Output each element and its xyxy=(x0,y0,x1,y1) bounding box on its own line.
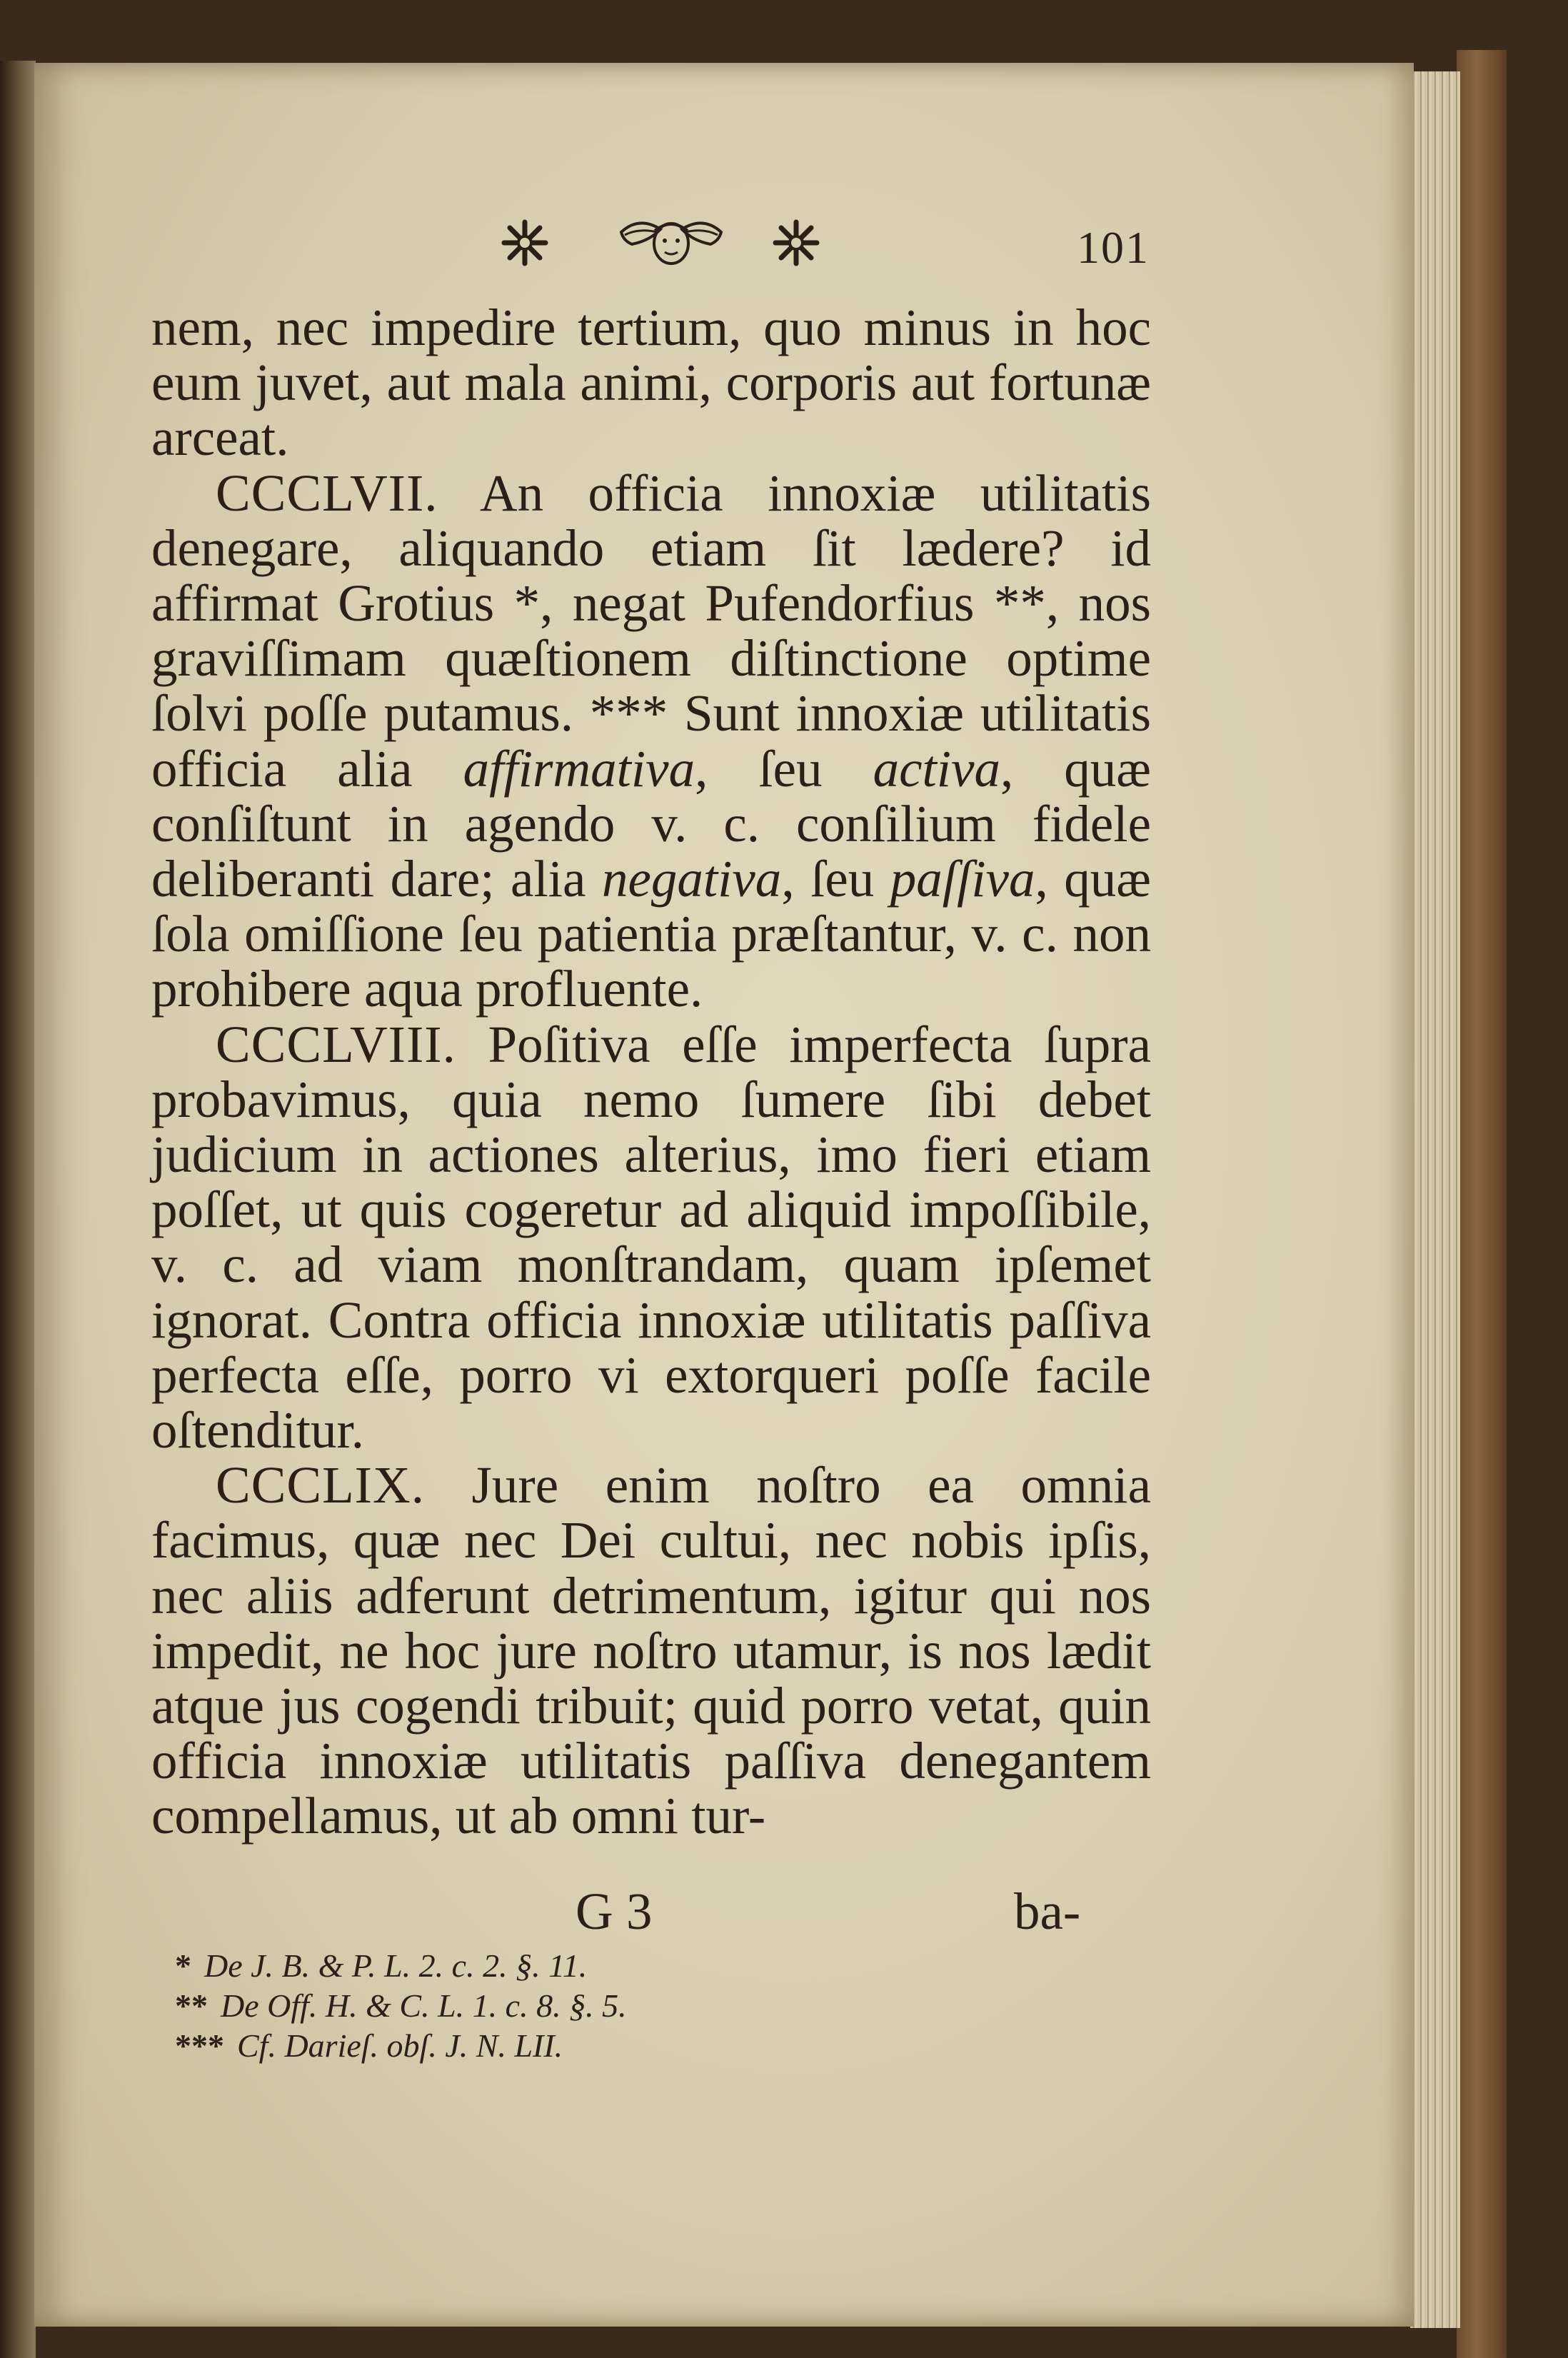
paragraph-259: CCCLIX. Jure enim noſtro ea omnia facimus, quæ nec Dei cultui, nec nobis ipſis, nec aliis adferunt detrimentum, igitur qui nos impedit, ne hoc jure noſtro utamur, is nos lædit atque jus cogendi tribuit; quid porro vetat, quin officia innoxiæ utilitatis paſſiva denegantem compellamus, ut ab omni tur- xyxy=(151,1456,1151,1845)
cherub-head-icon xyxy=(618,212,725,273)
footnote-text: De Off. H. & C. L. 1. c. 8. §. 5. xyxy=(221,1987,627,2024)
italic-term: negativa xyxy=(601,850,782,908)
paragraph-258: CCCLVIII. Poſitiva eſſe imperfecta ſupra probavimus, quia nemo ſumere ſibi debet judicium in actiones alterius, imo fieri etiam poſſet, ut quis cogeretur ad aliquid impoſſibile, v. c. ad viam monſtrandam, quam ipſemet ignorat. Contra officia innoxiæ utilitatis paſſiva perfecta eſſe, porro vi extorqueri poſſe facile oſtenditur. xyxy=(151,1015,1151,1460)
page-stack-edge xyxy=(1410,71,1460,2328)
asterisk-flower-icon xyxy=(500,218,550,268)
footnote-mark: ** xyxy=(175,1987,208,2024)
italic-term: activa xyxy=(873,739,1000,798)
paragraph-257: CCCLVII. An officia innoxiæ utilitatis denegare, aliquando etiam ſit lædere? id affirmat Grotius *, negat Pufendorfius **, nos graviſſimam quæſtionem diſtinctione optime ſolvi poſſe putamus. *** Sunt innoxiæ utilitatis officia alia affirmativa, ſeu activa, quæ conſiſtunt in agendo v. c. conſilium fidele deliberanti dare; alia negativa, ſeu paſſiva, quæ ſola omiſſione ſeu patientia præſtantur, v. c. non prohibere aqua profluente. xyxy=(151,463,1151,1018)
book-cover-edge xyxy=(1457,50,1507,2358)
italic-term: paſſiva xyxy=(890,850,1035,908)
left-page-edge xyxy=(0,61,36,2358)
section-number: CCCLIX. xyxy=(216,1456,425,1515)
section-number: CCCLVII. xyxy=(216,463,438,522)
section-number: CCCLVIII. xyxy=(216,1015,456,1073)
page-header xyxy=(500,218,1150,282)
footnote xyxy=(175,1986,1103,2026)
footnote-mark: * xyxy=(175,1947,191,1984)
signature-mark: G 3 xyxy=(576,1882,653,1940)
body-text xyxy=(151,300,1151,1844)
page-number: 101 xyxy=(1077,222,1150,273)
footnote xyxy=(175,1946,1103,1986)
footnote-text: Cf. Darieſ. obſ. J. N. LII. xyxy=(237,2027,563,2064)
footnote-text: De J. B. & P. L. 2. c. 2. §. 11. xyxy=(204,1947,588,1984)
paragraph-continuation: nem, nec impedire tertium, quo minus in hoc eum juvet, aut mala animi, corporis aut fortunæ arceat. xyxy=(151,298,1151,467)
italic-term: affirmativa xyxy=(463,739,695,798)
catchword: ba- xyxy=(1014,1882,1081,1940)
asterisk-flower-icon xyxy=(771,218,821,268)
footnote xyxy=(175,2026,1103,2066)
footnotes xyxy=(175,1946,1103,2066)
footnote-mark: *** xyxy=(175,2027,224,2064)
